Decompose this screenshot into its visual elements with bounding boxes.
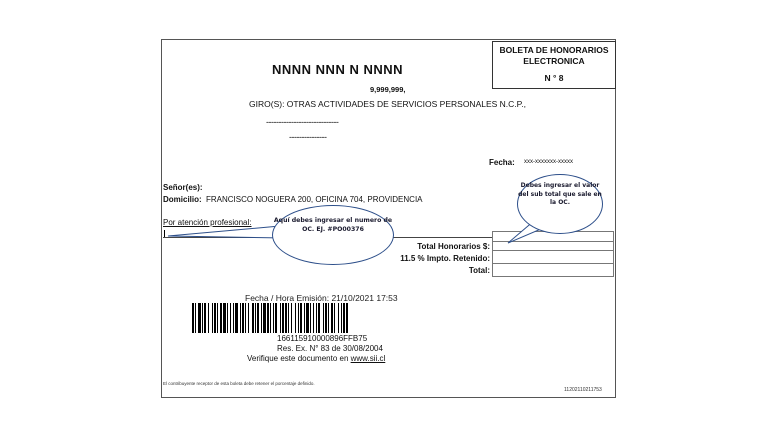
fecha-value: xxx-xxxxxxx-xxxxx xyxy=(524,159,573,165)
callout-subtotal xyxy=(517,174,603,234)
resolution-text: Res. Ex. N° 83 de 30/08/2004 xyxy=(277,344,383,353)
callout-oc-text: Aquí debes ingresar el numero de OC. EJ. #PO00376 xyxy=(273,217,393,233)
boleta-title-line1: BOLETA DE HONORARIOS xyxy=(499,45,609,55)
callout-subtotal-text: Debes ingresar el valor del sub total que sale en la OC. xyxy=(518,182,602,206)
issuer-name: NNNN NNN N NNNN xyxy=(272,62,403,77)
sii-link[interactable]: www.sii.cl xyxy=(350,354,386,363)
barcode-code: 166115910000896FFB75 xyxy=(277,334,368,343)
boleta-number: N ° 8 xyxy=(544,73,564,83)
total-honorarios-label: Total Honorarios $: xyxy=(417,242,490,251)
fecha-label: Fecha: xyxy=(489,158,515,167)
domicilio-value: FRANCISCO NOGUERA 200, OFICINA 704, PROVIDENCIA xyxy=(206,195,423,204)
atencion-label: Por atención profesional: xyxy=(163,218,252,227)
address-dashes-2: --------------- xyxy=(289,132,327,142)
footer-note: El contribuyente receptor de esta boleta debe retener el porcentaje definido. xyxy=(163,381,315,386)
total-label: Total: xyxy=(468,266,490,275)
impto-retenido-label: 11.5 % Impto. Retenido: xyxy=(400,254,490,263)
emission-datetime: Fecha / Hora Emisión: 21/10/2021 17:53 xyxy=(245,293,398,303)
address-dashes-1: ----------------------------- xyxy=(266,117,339,127)
document-id: 11202110211753 xyxy=(564,387,602,393)
boleta-title-line2: ELECTRONICA xyxy=(523,56,585,66)
callout-pointer-oc xyxy=(168,226,284,238)
issuer-giro: GIRO(S): OTRAS ACTIVIDADES DE SERVICIOS PERSONALES N.C.P., xyxy=(249,99,526,109)
senor-label: Señor(es): xyxy=(163,183,203,192)
issuer-rut: 9,999,999, xyxy=(370,85,406,94)
domicilio-label: Domicilio: xyxy=(163,195,202,204)
callout-oc-number xyxy=(272,205,394,265)
verify-prefix: Verifique este documento en xyxy=(247,354,351,363)
